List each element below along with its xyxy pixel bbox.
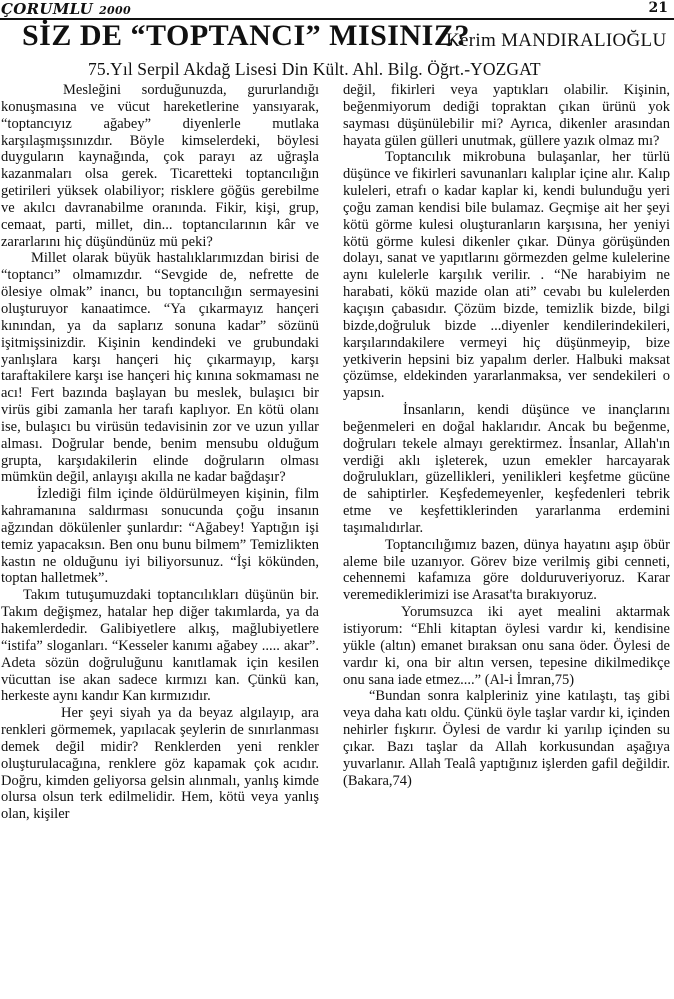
paragraph: İnsanların, kendi düşünce ve inançlarını beğenmeleri en doğal haklarıdır. Ancak bu beğenme, doğruları tekele almayı gerektirmez. İnsanlar, Allah'ın verdiği aklı işleterek, uzun emekler harcayarak doğrulukları, güzellikleri, yenilikleri keşfetme gücüne de sahiptirler. Keşfedemeyenler, keşfedenleri tebrik etme ve keşfettiklerinden yararlanma erdemini taşımalıdırlar. (343, 402, 670, 536)
paragraph: Mesleğini sorduğunuzda, gururlandığı konuşmasına ve vücut hareketlerine yansıyarak, “toptancıyız ağabey” diyenlerle mutlaka karşılaşmışsınızdır. Böyle kimselerdeki, böylesi duyguların kaynağında, çok parayı az uğraşla kazanmaları olsa gerek. Ticaretteki toptancılığın getirileri yüksek olabiliyor; risklere göğüs gerebilme ve akılcı davranabilme oranında. Fikir, kişi, grup, cemaat, parti, millet, din... toptancılarının kâr ve zararlarını hiç düşündünüz mü peki? (1, 82, 319, 250)
right-column (343, 82, 670, 789)
publication-brand: ÇORUMLU (1, 0, 94, 18)
paragraph: İzlediği film içinde öldürülmeyen kişinin, film kahramanına saldırması sonucunda çoğu insanın ağzından dökülenler şunlardır: “Ağabey! Yaptığın işi temiz yapacaksın. Ben onu bunu bilmem” Temizlikten kastın ne olduğunu iyi biliyorsunuz. “İşi kökünden, toptan halletmek”. (1, 486, 319, 587)
article-title: SİZ DE “TOPTANCI” MISINIZ? (22, 19, 470, 52)
paragraph: “Bundan sonra kalpleriniz yine katılaştı, taş gibi veya daha katı oldu. Çünkü öyle taşlar vardır ki, içinden nehirler fışkırır. Öylesi de vardır ki yarılıp içinden su çıkar. Bazı taşlar da Allah korkusundan aşağıya yuvarlanır. Allah Tealâ yaptığınız işlerden gafil değildir. (Bakara,74) (343, 688, 670, 789)
left-column (1, 82, 319, 823)
publication-year: 2000 (99, 4, 131, 17)
masthead (0, 0, 674, 20)
paragraph: Toptancılık mikrobuna bulaşanlar, her türlü düşünce ve fikirleri savunanları kalıplar içine alır. Kalıp kuleleri, etrafı o kadar kaplar ki, kendi bulunduğu yeri çoğu zaman kendisi bile bulamaz. Geçmişe ait her şeyi kötü görme kulesi oluşturanların karşısına, her yeniyi kötü görme kulesi dikenler çıkar. Dünya görüşünden dolayı, sanat ve yapıtlarını görmezden gelme kulelerine aynı kulelerle karşılık verilir. . “Ne harabiyim ne harabati, kökü mazide olan ati” cevabı bu kulelerden kaçışın çabasıdır. Çözüm bizde, temizlik bizde, bilgi bizde,doğruluk bizde ...diyenler kendilerindekileri, karşılarındakilere vermeyi hiç düşünmeyip, bize yetkiverin hepsini biz yapalım derler. Halbuki maksat çözümse, eldekinden yararlanmaksa, ver sendekileri o yapsın. (343, 149, 670, 402)
paragraph: Takım tutuşumuzdaki toptancılıkları düşünün bir. Takım değişmez, hatalar hep diğer takımlarda, ya da hakemlerdedir. Galibiyetlere alkış, mağlubiyetlere “istifa” sloganları. “Kesseler kanımı ağabey ..... akar”. Adeta sözün doğruluğunu kanıtlamak için kesilen vücuttan ise akan sadece kırmızı kan. Çünkü kan, herkeste aynı kandır Kan kırmızıdır. (1, 587, 319, 705)
paragraph: Yorumsuzca iki ayet mealini aktarmak istiyorum: “Ehli kitaptan öylesi vardır ki, kendisine yükle (altın) emanet bıraksan onu sana öder. Öylesi de vardır ki, ona bir altın versen, tepesine dikilmedikçe onu sana iade etmez....” (Al-i İmran,75) (343, 604, 670, 688)
paragraph: Millet olarak büyük hastalıklarımızdan birisi de “toptancı” olmamızdır. “Sevgide de, nefrette de ölesiye olmak” inancı, bu toptancılığın sermayesini oluşturuyor kanaatimce. “Ya çıkarmayız hançeri kınından, ya da saplarız sonuna kadar” sözünü işitmişsinizdir. Kişinin kendindeki ve grubundaki yanlışlara karşı hançeri hiç çıkarmayıp, karşı taraftakilere karşı ise hançeri hiç kınına sokmaması ne acı! Fert bazında başlayan bu meslek, bulaşıcı bir virüs gibi zamanla her tarafı kaplıyor. En kötü olanı ise, bulaşıcı bu virüsün tedavisinin zor ve uzun yıllar alması. Doğrular bende, benim mensubu olduğum grupta, karşıdakilerin elinde doğruların olması mümkün değil, anlayışı akılla ne kadar bağdaşır? (1, 250, 319, 486)
paragraph: Toptancılığımız bazen, dünya hayatını aşıp öbür aleme bile uzanıyor. Görev bize verilmiş gibi cenneti, cehennemi kafamıza göre dolduruveriyoruz. Karar veremediklerimizi ise Arasat'ta bırakıyoruz. (343, 536, 670, 604)
publication-name (1, 0, 131, 18)
page-number: 21 (648, 0, 668, 16)
author-affiliation: 75.Yıl Serpil Akdağ Lisesi Din Kült. Ahl. Bilg. Öğrt.-YOZGAT (88, 59, 541, 79)
article-author: Kerim MANDIRALIOĞLU (446, 30, 667, 51)
paragraph: Her şeyi siyah ya da beyaz algılayıp, ara renkleri görmemek, yapılacak şeylerin de sınırlanması demek değil midir? Renklerden yeni renkler oluşturulacağına, renklere göz kapamak çok acıdır. Doğru, kimden geliyorsa gelsin alınmalı, yanlış kimde olursa olsun terk edilmelidir. Hem, kötü veya yanlış olan, kişiler (1, 705, 319, 823)
paragraph: değil, fikirleri veya yaptıkları olabilir. Kişinin, beğenmiyorum dediği topraktan çıkan ürünü yok sayması düşünülebilir mi? Ayrıca, dikenler arasından hayata gülen gülleri unutmak, güllere yazık olmaz mı? (343, 82, 670, 149)
